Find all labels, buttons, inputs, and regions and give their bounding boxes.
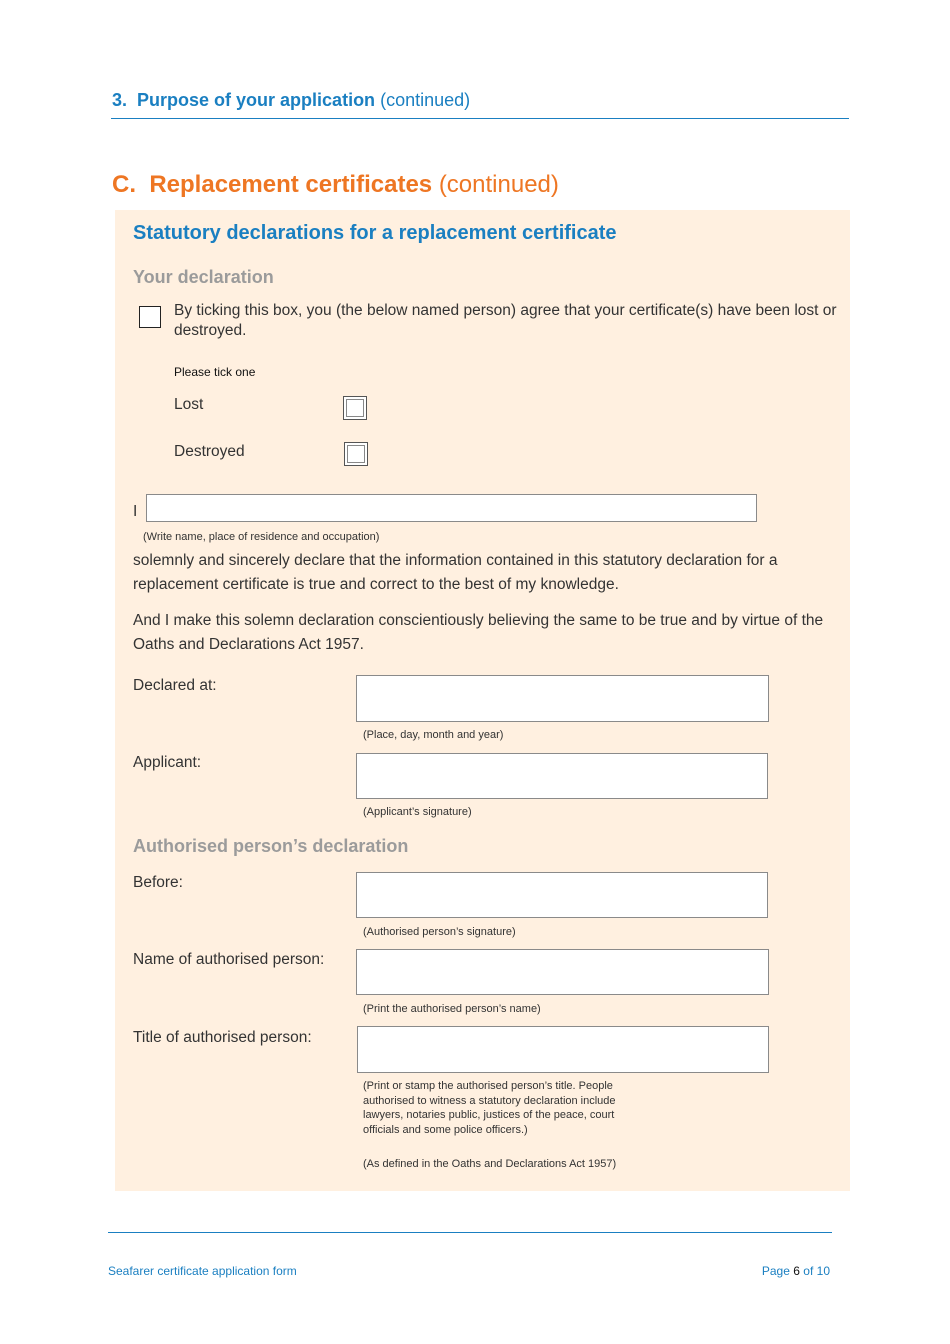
authorised-title-hint: (Print or stamp the authorised person’s title. People authorised to witness a statutory declaration include lawyers, notaries public, justices of the peace, court officials and some police officers.): [363, 1080, 616, 1136]
section-title: Purpose of your application: [137, 90, 376, 110]
part-title: Replacement certificates: [149, 171, 433, 198]
agree-text: By ticking this box, you (the below named person) agree that your certificate(s) have been lost or destroyed.: [174, 302, 837, 339]
declaration-paragraph-1: solemnly and sincerely declare that the information contained in this statutory declaration for a replacement certificate is true and correct to the best of my knowledge.: [133, 552, 778, 593]
before-hint: (Authorised person’s signature): [363, 926, 516, 938]
page-total: 10: [816, 1264, 830, 1278]
applicant-label: Applicant:: [133, 754, 202, 771]
authorised-heading: Authorised person’s declaration: [133, 836, 409, 856]
defined-note: (As defined in the Oaths and Declarations Act 1957): [363, 1158, 617, 1170]
authorised-name-hint: (Print the authorised person’s name): [363, 1003, 541, 1015]
section-heading: [112, 90, 470, 111]
declarant-prefix: I: [133, 503, 138, 520]
authorised-title-label: Title of authorised person:: [133, 1029, 312, 1046]
page-label: Page: [761, 1264, 790, 1278]
option-lost-label: Lost: [174, 396, 204, 413]
section-divider: [111, 118, 849, 119]
subheading: Statutory declarations for a replacement certificate: [133, 222, 617, 244]
lost-checkbox[interactable]: [343, 396, 367, 420]
declared-at-input[interactable]: [356, 675, 769, 722]
footer-divider: [108, 1232, 832, 1233]
declarant-hint: (Write name, place of residence and occupation): [143, 531, 380, 543]
section-suffix: (continued): [380, 90, 471, 110]
applicant-signature-input[interactable]: [356, 753, 768, 799]
authorised-signature-input[interactable]: [356, 872, 768, 918]
applicant-hint: (Applicant’s signature): [363, 806, 472, 818]
tick-prompt: Please tick one: [174, 365, 256, 379]
page-indicator: [762, 1264, 830, 1278]
authorised-name-input[interactable]: [356, 949, 769, 995]
declared-at-hint: (Place, day, month and year): [363, 729, 504, 741]
destroyed-checkbox[interactable]: [344, 442, 368, 466]
of-label: of: [803, 1264, 814, 1278]
authorised-title-input[interactable]: [357, 1026, 769, 1073]
authorised-name-label: Name of authorised person:: [133, 951, 325, 968]
page-number: 6: [793, 1264, 800, 1278]
part-suffix: (continued): [438, 171, 559, 198]
declarant-name-input[interactable]: [146, 494, 757, 522]
declared-at-label: Declared at:: [133, 677, 217, 694]
section-number: 3.: [112, 90, 128, 110]
part-heading: [112, 171, 559, 199]
agree-checkbox[interactable]: [139, 306, 161, 328]
before-label: Before:: [133, 874, 183, 891]
your-declaration-heading: Your declaration: [133, 267, 274, 287]
footer-form-name: Seafarer certificate application form: [108, 1264, 297, 1278]
declaration-paragraph-2: And I make this solemn declaration conscientiously believing the same to be true and by virtue of the Oaths and Declarations Act 1957.: [133, 612, 824, 653]
option-destroyed-label: Destroyed: [174, 443, 245, 460]
part-letter: C.: [112, 171, 136, 198]
